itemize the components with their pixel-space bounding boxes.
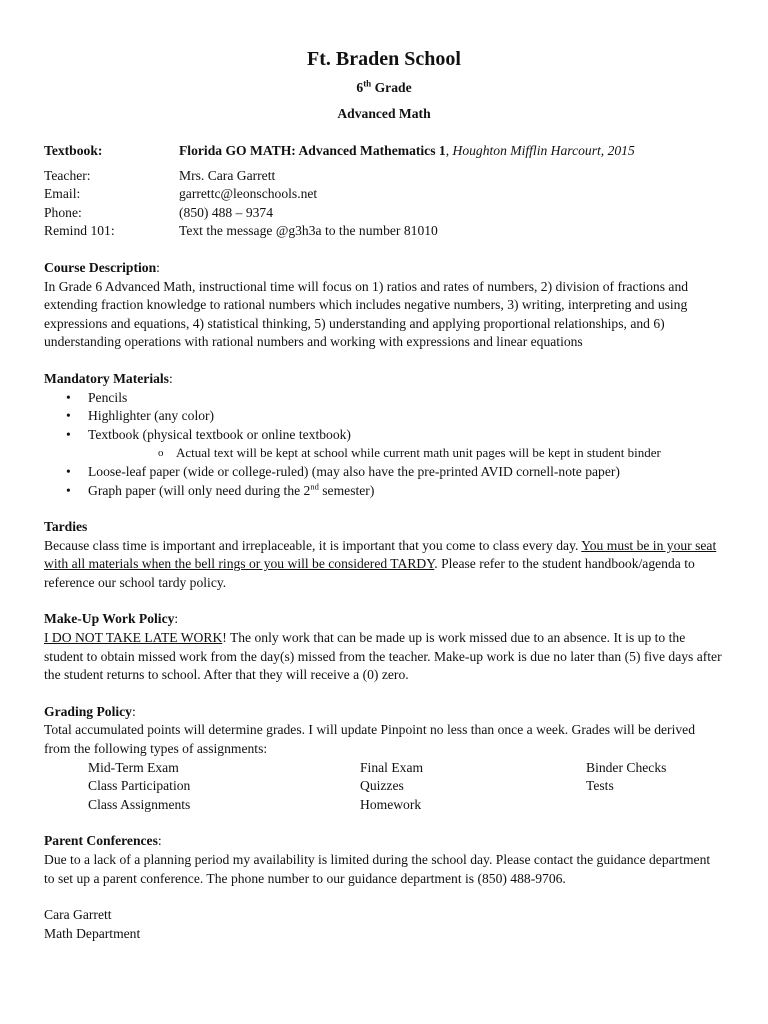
grade-word: Grade bbox=[374, 80, 412, 95]
section-heading-text: Mandatory Materials bbox=[44, 370, 169, 386]
tardies-text-part: Because class time is important and irreplaceable, it is important that you come to class every day. bbox=[44, 537, 582, 553]
list-item: • Highlighter (any color) bbox=[44, 407, 724, 426]
assignment-type bbox=[586, 796, 736, 815]
section-heading: Mandatory Materials: bbox=[44, 370, 173, 386]
makeup-text-part: ! The only work that can be made up is work missed due to an absence. It is up to the student to obtain missed work from the day(s) missed from the teacher. Make-up work is due no later than (5) five days after the student returns to school. After that they will receive a (0) zero. bbox=[44, 630, 722, 683]
section-heading: Parent Conferences: bbox=[44, 833, 162, 849]
contact-label: Remind 101: bbox=[44, 223, 115, 239]
list-item-text: semester) bbox=[318, 482, 375, 498]
tardies-section bbox=[44, 518, 724, 592]
contact-label: Teacher: bbox=[44, 167, 91, 183]
grading-text: Total accumulated points will determine grades. I will update Pinpoint no less than once a week. Grades will be derived from the following types of assignments: bbox=[44, 722, 695, 757]
signature-department: Math Department bbox=[44, 925, 141, 941]
materials-sublist bbox=[88, 444, 724, 463]
phone-value: (850) 488 – 9374 bbox=[179, 204, 274, 220]
contact-label: Email: bbox=[44, 186, 81, 202]
tardies-warning: You must be in your seat with all materials when the bell rings or you will be considered TARDY bbox=[44, 537, 717, 572]
grade-number: 6 bbox=[356, 80, 364, 95]
contact-label: Phone: bbox=[44, 204, 82, 220]
textbook-label: Textbook: bbox=[44, 143, 103, 158]
ordinal-suffix: nd bbox=[310, 480, 319, 491]
grading-section bbox=[44, 703, 724, 815]
assignment-types-grid bbox=[44, 759, 724, 815]
email-value: garrettc@leonschools.net bbox=[179, 186, 318, 202]
materials-list bbox=[44, 389, 724, 501]
conferences-text: Due to a lack of a planning period my availability is limited during the school day. Please contact the guidance department to set up a parent conference. The phone number to our guidance department is (850) 488-9706. bbox=[44, 852, 711, 886]
school-title: Ft. Braden School bbox=[307, 48, 461, 70]
list-item bbox=[44, 482, 724, 501]
textbook-row bbox=[44, 142, 724, 161]
tardies-text bbox=[44, 537, 724, 593]
grade-suffix: th bbox=[363, 78, 372, 89]
contact-value: Mrs. Cara Garrett bbox=[179, 167, 276, 183]
assignment-type: Quizzes bbox=[360, 778, 404, 794]
section-heading: Course Description: bbox=[44, 259, 160, 275]
signature-block bbox=[44, 906, 724, 943]
tardies-text-part: . Please refer to the student handbook/agenda to reference our school tardy policy. bbox=[44, 556, 695, 590]
assignment-type: Mid-Term Exam bbox=[88, 759, 179, 775]
section-heading-text: Parent Conferences bbox=[44, 833, 158, 849]
contact-row-email bbox=[44, 185, 724, 204]
section-heading-text: Course Description bbox=[44, 259, 157, 275]
list-item bbox=[44, 426, 724, 463]
section-heading-text: Make-Up Work Policy bbox=[44, 611, 175, 627]
section-heading: Make-Up Work Policy: bbox=[44, 611, 179, 627]
assignment-type: Homework bbox=[360, 796, 422, 812]
remind-value: Text the message @g3h3a to the number 81010 bbox=[179, 223, 438, 239]
conferences-section bbox=[44, 832, 724, 888]
course-description-text: In Grade 6 Advanced Math, instructional time will focus on 1) ratios and rates of numbers, 2) division of fractions and extending fraction knowledge to rational numbers which includes negative numbers, 3) writing, interpreting and using expressions and equations, 4) statistical thinking, 5) understanding and applying proportional relationships, and 6) understanding operations with rational numbers and working with expressions and linear equations bbox=[44, 278, 689, 350]
course-description-section bbox=[44, 259, 724, 352]
contact-row-phone bbox=[44, 204, 724, 223]
late-work-warning: I DO NOT TAKE LATE WORK bbox=[44, 630, 223, 646]
textbook-name: Florida GO MATH: Advanced Mathematics 1 bbox=[179, 143, 446, 158]
course-title: Advanced Math bbox=[337, 106, 431, 121]
assignment-type: Class Assignments bbox=[88, 796, 191, 812]
assignment-type: Binder Checks bbox=[586, 759, 667, 775]
contact-row-remind bbox=[44, 222, 724, 241]
signature-name: Cara Garrett bbox=[44, 907, 112, 923]
section-heading: Tardies bbox=[44, 519, 88, 535]
section-heading-text: Grading Policy bbox=[44, 703, 132, 719]
section-heading: Grading Policy: bbox=[44, 703, 136, 719]
makeup-text bbox=[44, 629, 724, 685]
grade-heading bbox=[44, 78, 724, 98]
sub-list-item: o Actual text will be kept at school while current math unit pages will be kept in student binder bbox=[88, 444, 724, 463]
textbook-value: Florida GO MATH: Advanced Mathematics 1, Houghton Mifflin Harcourt, 2015 bbox=[179, 143, 635, 158]
makeup-section bbox=[44, 610, 724, 684]
assignment-type: Class Participation bbox=[88, 778, 191, 794]
assignment-type: Final Exam bbox=[360, 759, 424, 775]
contact-row-teacher bbox=[44, 167, 724, 186]
assignment-type: Tests bbox=[586, 778, 614, 794]
list-item: • Loose-leaf paper (wide or college-ruled) (may also have the pre-printed AVID cornell-note paper) bbox=[44, 463, 724, 482]
list-item: • Pencils bbox=[44, 389, 724, 408]
textbook-publisher: Houghton Mifflin Harcourt, 2015 bbox=[452, 143, 635, 158]
materials-section bbox=[44, 370, 724, 500]
contact-info bbox=[44, 167, 724, 241]
list-item-text: Textbook (physical textbook or online textbook) bbox=[88, 426, 351, 442]
list-item-text: Graph paper (will only need during the 2 bbox=[88, 482, 311, 498]
